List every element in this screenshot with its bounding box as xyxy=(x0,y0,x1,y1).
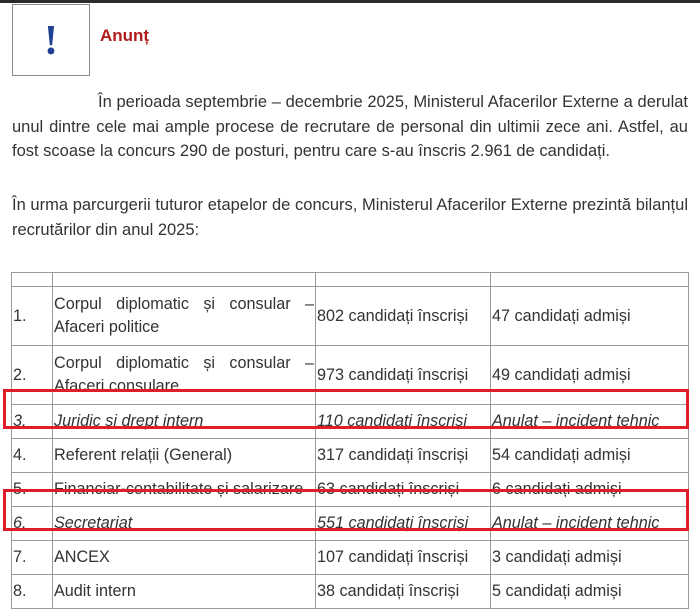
post-name: Corpul diplomatic și consular – Afaceri politice xyxy=(53,287,316,346)
table-row xyxy=(12,541,689,575)
row-number: 5. xyxy=(12,473,53,507)
row-number: 2. xyxy=(12,346,53,405)
table-row xyxy=(12,507,689,541)
table-row xyxy=(12,287,689,346)
registered-count: 38 candidați înscriși xyxy=(316,575,491,609)
registered-count: 110 candidați înscriși xyxy=(316,405,491,439)
registered-count: 551 candidați înscriși xyxy=(316,507,491,541)
post-name: Secretariat xyxy=(53,507,316,541)
row-number: 3. xyxy=(12,405,53,439)
exclamation-icon: ! xyxy=(44,18,58,64)
table-row xyxy=(12,405,689,439)
result: Anulat – incident tehnic xyxy=(491,507,689,541)
registered-count: 63 candidați înscriși xyxy=(316,473,491,507)
top-bar xyxy=(0,0,700,3)
row-number: 1. xyxy=(12,287,53,346)
row-number: 6. xyxy=(12,507,53,541)
notice-title: Anunț xyxy=(100,26,150,45)
notice-icon-box xyxy=(12,4,90,76)
row-number: 4. xyxy=(12,439,53,473)
result: 5 candidați admiși xyxy=(491,575,689,609)
registered-count: 802 candidați înscriși xyxy=(316,287,491,346)
post-name: Financiar-contabilitate și salarizare xyxy=(53,473,316,507)
summary-paragraph: În urma parcurgerii tuturor etapelor de concurs, Ministerul Afacerilor Externe prezintă bilanțul recrutărilor din anul 2025: xyxy=(12,196,688,239)
post-name: Audit intern xyxy=(53,575,316,609)
result: 54 candidați admiși xyxy=(491,439,689,473)
table-row xyxy=(12,575,689,609)
result: 3 candidați admiși xyxy=(491,541,689,575)
table-row xyxy=(12,439,689,473)
result: Anulat – incident tehnic xyxy=(491,405,689,439)
registered-count: 107 candidați înscriși xyxy=(316,541,491,575)
table-header-row xyxy=(12,273,689,287)
post-name: Juridic și drept intern xyxy=(53,405,316,439)
result: 47 candidați admiși xyxy=(491,287,689,346)
result: 6 candidați admiși xyxy=(491,473,689,507)
result: 49 candidați admiși xyxy=(491,346,689,405)
row-number: 7. xyxy=(12,541,53,575)
post-name: Referent relații (General) xyxy=(53,439,316,473)
table-row xyxy=(12,473,689,507)
post-name: Corpul diplomatic și consular – Afaceri consulare xyxy=(53,346,316,405)
table-row xyxy=(12,346,689,405)
post-name: ANCEX xyxy=(53,541,316,575)
intro-paragraph: În perioada septembrie – decembrie 2025, Ministerul Afacerilor Externe a derulat unul dintre cele mai ample procese de recrutare de personal din ultimii zece ani. Astfel, au fost scoase la concurs 290 de posturi, pentru care s-au înscris 2.961 de candidați. xyxy=(12,93,688,160)
recruitment-table xyxy=(11,272,689,609)
registered-count: 973 candidați înscriși xyxy=(316,346,491,405)
row-number: 8. xyxy=(12,575,53,609)
registered-count: 317 candidați înscriși xyxy=(316,439,491,473)
